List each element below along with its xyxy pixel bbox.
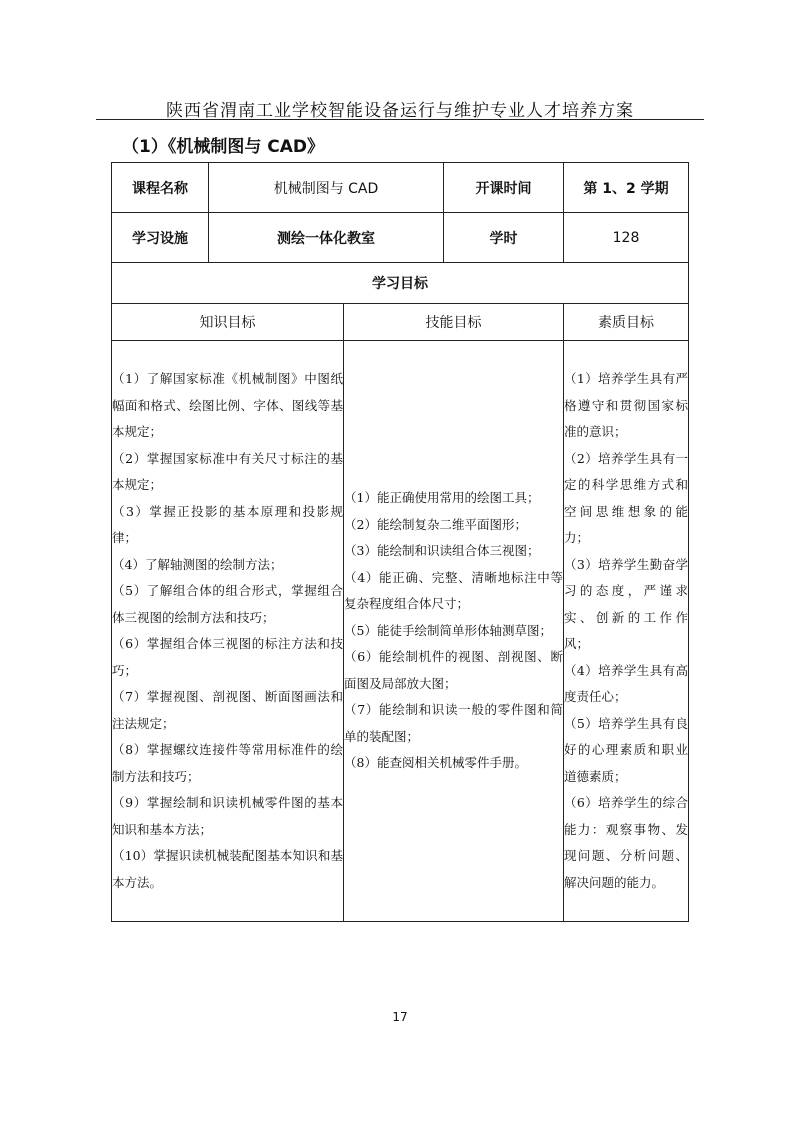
list-item: （6）能绘制机件的视图、剖视图、断面图及局部放大图； [344, 649, 563, 691]
page-header: 陕西省渭南工业学校智能设备运行与维护专业人才培养方案 [166, 101, 634, 121]
page-number: 17 [392, 1010, 408, 1024]
list-item: （5）了解组合体的组合形式，掌握组合体三视图的绘制方法和技巧； [112, 583, 343, 625]
list-item: （7）能绘制和识读一般的零件图和简单的装配图； [344, 702, 563, 744]
course-plan-table [111, 162, 689, 922]
facility-value: 测绘一体化教室 [209, 213, 444, 263]
quality-goals-header: 素质目标 [564, 304, 689, 341]
course-facility-row [112, 213, 689, 263]
skill-goals-header: 技能目标 [344, 304, 564, 341]
header-divider [96, 119, 704, 120]
goals-content-row [112, 341, 689, 922]
list-item: （3）能绘制和识读组合体三视图； [344, 543, 540, 559]
hours-value: 128 [564, 213, 689, 263]
list-item: （3）培养学生勤奋学习的态度，严谨求实、创新的工作作风； [564, 556, 688, 651]
list-item: （1）了解国家标准《机械制图》中图纸幅面和格式、绘图比例、字体、图线等基本规定； [112, 371, 343, 439]
course-time-value: 第 1、2 学期 [564, 163, 689, 213]
list-item: （5）能徒手绘制简单形体轴测草图； [344, 622, 552, 638]
list-item: （2）能绘制复杂二维平面图形； [344, 516, 527, 532]
list-item: （2）掌握国家标准中有关尺寸标注的基本规定； [112, 450, 343, 492]
list-item: （8）掌握螺纹连接件等常用标准件的绘制方法和技巧； [112, 742, 343, 784]
list-item: （6）掌握组合体三视图的标注方法和技巧； [112, 636, 343, 678]
goals-title-row [112, 263, 689, 304]
list-item: （4）能正确、完整、清晰地标注中等复杂程度组合体尺寸； [344, 569, 563, 612]
list-item: （6）培养学生的综合能力：观察事物、发现问题、分析问题、解决问题的能力。 [564, 795, 688, 890]
knowledge-goals-list [112, 341, 344, 922]
skill-goals-list [344, 341, 564, 922]
course-name-row [112, 163, 689, 213]
list-item: （2）培养学生具有一定的科学思维方式和空间思维想象的能力； [564, 450, 688, 545]
hours-label: 学时 [444, 213, 564, 263]
course-time-label: 开课时间 [444, 163, 564, 213]
list-item: （1）培养学生具有严格遵守和贯彻国家标准的意识； [564, 371, 688, 439]
list-item: （10）掌握识读机械装配图基本知识和基本方法。 [112, 848, 343, 890]
list-item: （8）能查阅相关机械零件手册。 [344, 755, 527, 771]
section-title: （1）《机械制图与 CAD》 [122, 137, 324, 157]
list-item: （3）掌握正投影的基本原理和投影规律； [112, 503, 343, 545]
quality-goals-list [564, 341, 689, 922]
list-item: （5）培养学生具有良好的心理素质和职业道德素质； [564, 715, 688, 784]
list-item: （1）能正确使用常用的绘图工具； [344, 490, 540, 506]
list-item: （7）掌握视图、剖视图、断面图画法和注法规定； [112, 689, 343, 731]
list-item: （4）培养学生具有高度责任心； [564, 662, 688, 704]
facility-label: 学习设施 [112, 213, 209, 263]
list-item: （9）掌握绘制和识读机械零件图的基本知识和基本方法； [112, 795, 343, 837]
course-name-label: 课程名称 [112, 163, 209, 213]
knowledge-goals-header: 知识目标 [112, 304, 344, 341]
course-name-value: 机械制图与 CAD [209, 163, 444, 213]
goals-column-header-row [112, 304, 689, 341]
goals-title: 学习目标 [112, 263, 689, 304]
list-item: （4）了解轴测图的绘制方法； [112, 556, 283, 572]
